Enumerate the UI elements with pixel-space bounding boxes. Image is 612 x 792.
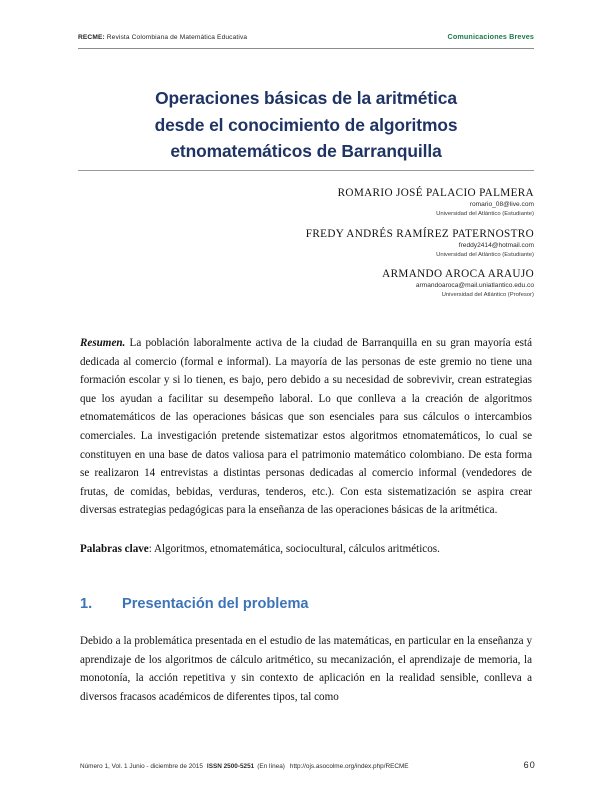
running-head-section: Comunicaciones Breves bbox=[447, 32, 534, 41]
page-title bbox=[86, 85, 526, 165]
keywords-text: : Algoritmos, etnomatemática, sociocultural, cálculos aritméticos. bbox=[148, 543, 440, 555]
keywords-label: Palabras clave bbox=[80, 543, 149, 555]
journal-abbreviation: RECME: bbox=[78, 34, 105, 41]
author-entry bbox=[78, 227, 534, 261]
abstract-label: Resumen. bbox=[80, 337, 126, 349]
title-divider bbox=[78, 170, 534, 171]
author-name: ARMANDO AROCA ARAUJO bbox=[382, 268, 534, 280]
journal-name: Revista Colombiana de Matemática Educativa bbox=[106, 34, 248, 41]
section-paragraph: Debido a la problemática presentada en el estudio de las matemáticas, en particular en la enseñanza y aprendizaje de los algoritmos de cálculo aritmético, su mecanización, el aprendizaje de memoria, la monotonía, la acción repetitiva y sin contexto de aplicación en la realidad sensible, conlleva a diversos fracasos académicos de diferentes tipos, tal como bbox=[80, 635, 532, 703]
keywords bbox=[80, 540, 532, 559]
author-email[interactable]: romario_08@live.com bbox=[469, 201, 534, 208]
author-entry bbox=[78, 186, 534, 220]
footer-issn: ISSN 2500-5251 bbox=[206, 763, 255, 770]
author-affiliation: Universidad del Atlántico (Estudiante) bbox=[436, 211, 534, 217]
page-footer bbox=[80, 760, 536, 770]
running-head-journal bbox=[78, 34, 247, 41]
section-title: Presentación del problema bbox=[122, 596, 309, 612]
footer-issue: Número 1, Vol. 1 Junio - diciembre de 2015 bbox=[80, 763, 203, 770]
footer-url[interactable]: http://ojs.asocolme.org/index.php/RECME bbox=[289, 763, 409, 770]
title-line-3: etnomatemáticos de Barranquilla bbox=[170, 141, 442, 161]
title-line-1: Operaciones básicas de la aritmética bbox=[155, 88, 457, 108]
author-list bbox=[78, 186, 534, 308]
running-head bbox=[78, 32, 534, 41]
footer-online-note: (En línea) bbox=[257, 763, 285, 770]
title-line-2: desde el conocimiento de algoritmos bbox=[154, 114, 458, 135]
section-number: 1. bbox=[80, 596, 93, 612]
author-email[interactable]: freddy2414@hotmail.com bbox=[458, 241, 534, 249]
author-entry bbox=[78, 267, 534, 301]
author-email[interactable]: armandoaroca@mail.uniatlantico.edu.co bbox=[415, 282, 534, 289]
author-name: FREDY ANDRÉS RAMÍREZ PATERNOSTRO bbox=[305, 227, 534, 240]
page-number: 60 bbox=[523, 760, 536, 770]
author-name: ROMARIO JOSÉ PALACIO PALMERA bbox=[337, 187, 534, 199]
header-divider bbox=[78, 48, 534, 49]
section-heading bbox=[80, 596, 532, 612]
abstract-text: La población laboralmente activa de la ciudad de Barranquilla en su gran mayoría está dedicada al comercio (formal e informal). La mayoría de las personas de este gremio no tiene una formación escolar y si lo tienen, es bajo, pero debido a su necesidad de sobrevivir, crean estrategias que los ayudan a facilitar su desempeño laboral. Lo que conlleva a la creación de algoritmos etnomatemáticos de las operaciones básicas que son esenciales para sus cálculos o intercambios comerciales. La investigación pretende sistematizar estos algoritmos etnomatemáticos, lo cual se constituyen en una base de datos valiosa para el patrimonio matemático colombiano. De esta forma se realizaron 14 entrevistas a distintas personas dedicadas al comercio informal (vendedores de frutas, de comidas, bebidas, verduras, tenderos, etc.). Con esta sistematización se aspira crear diversas estrategias pedagógicas para la enseñanza de las operaciones básicas de la aritmética. bbox=[80, 337, 532, 517]
author-affiliation: Universidad del Atlántico (Estudiante) bbox=[436, 251, 534, 258]
author-affiliation: Universidad del Atlántico (Profesor) bbox=[441, 292, 534, 298]
abstract bbox=[80, 334, 532, 520]
